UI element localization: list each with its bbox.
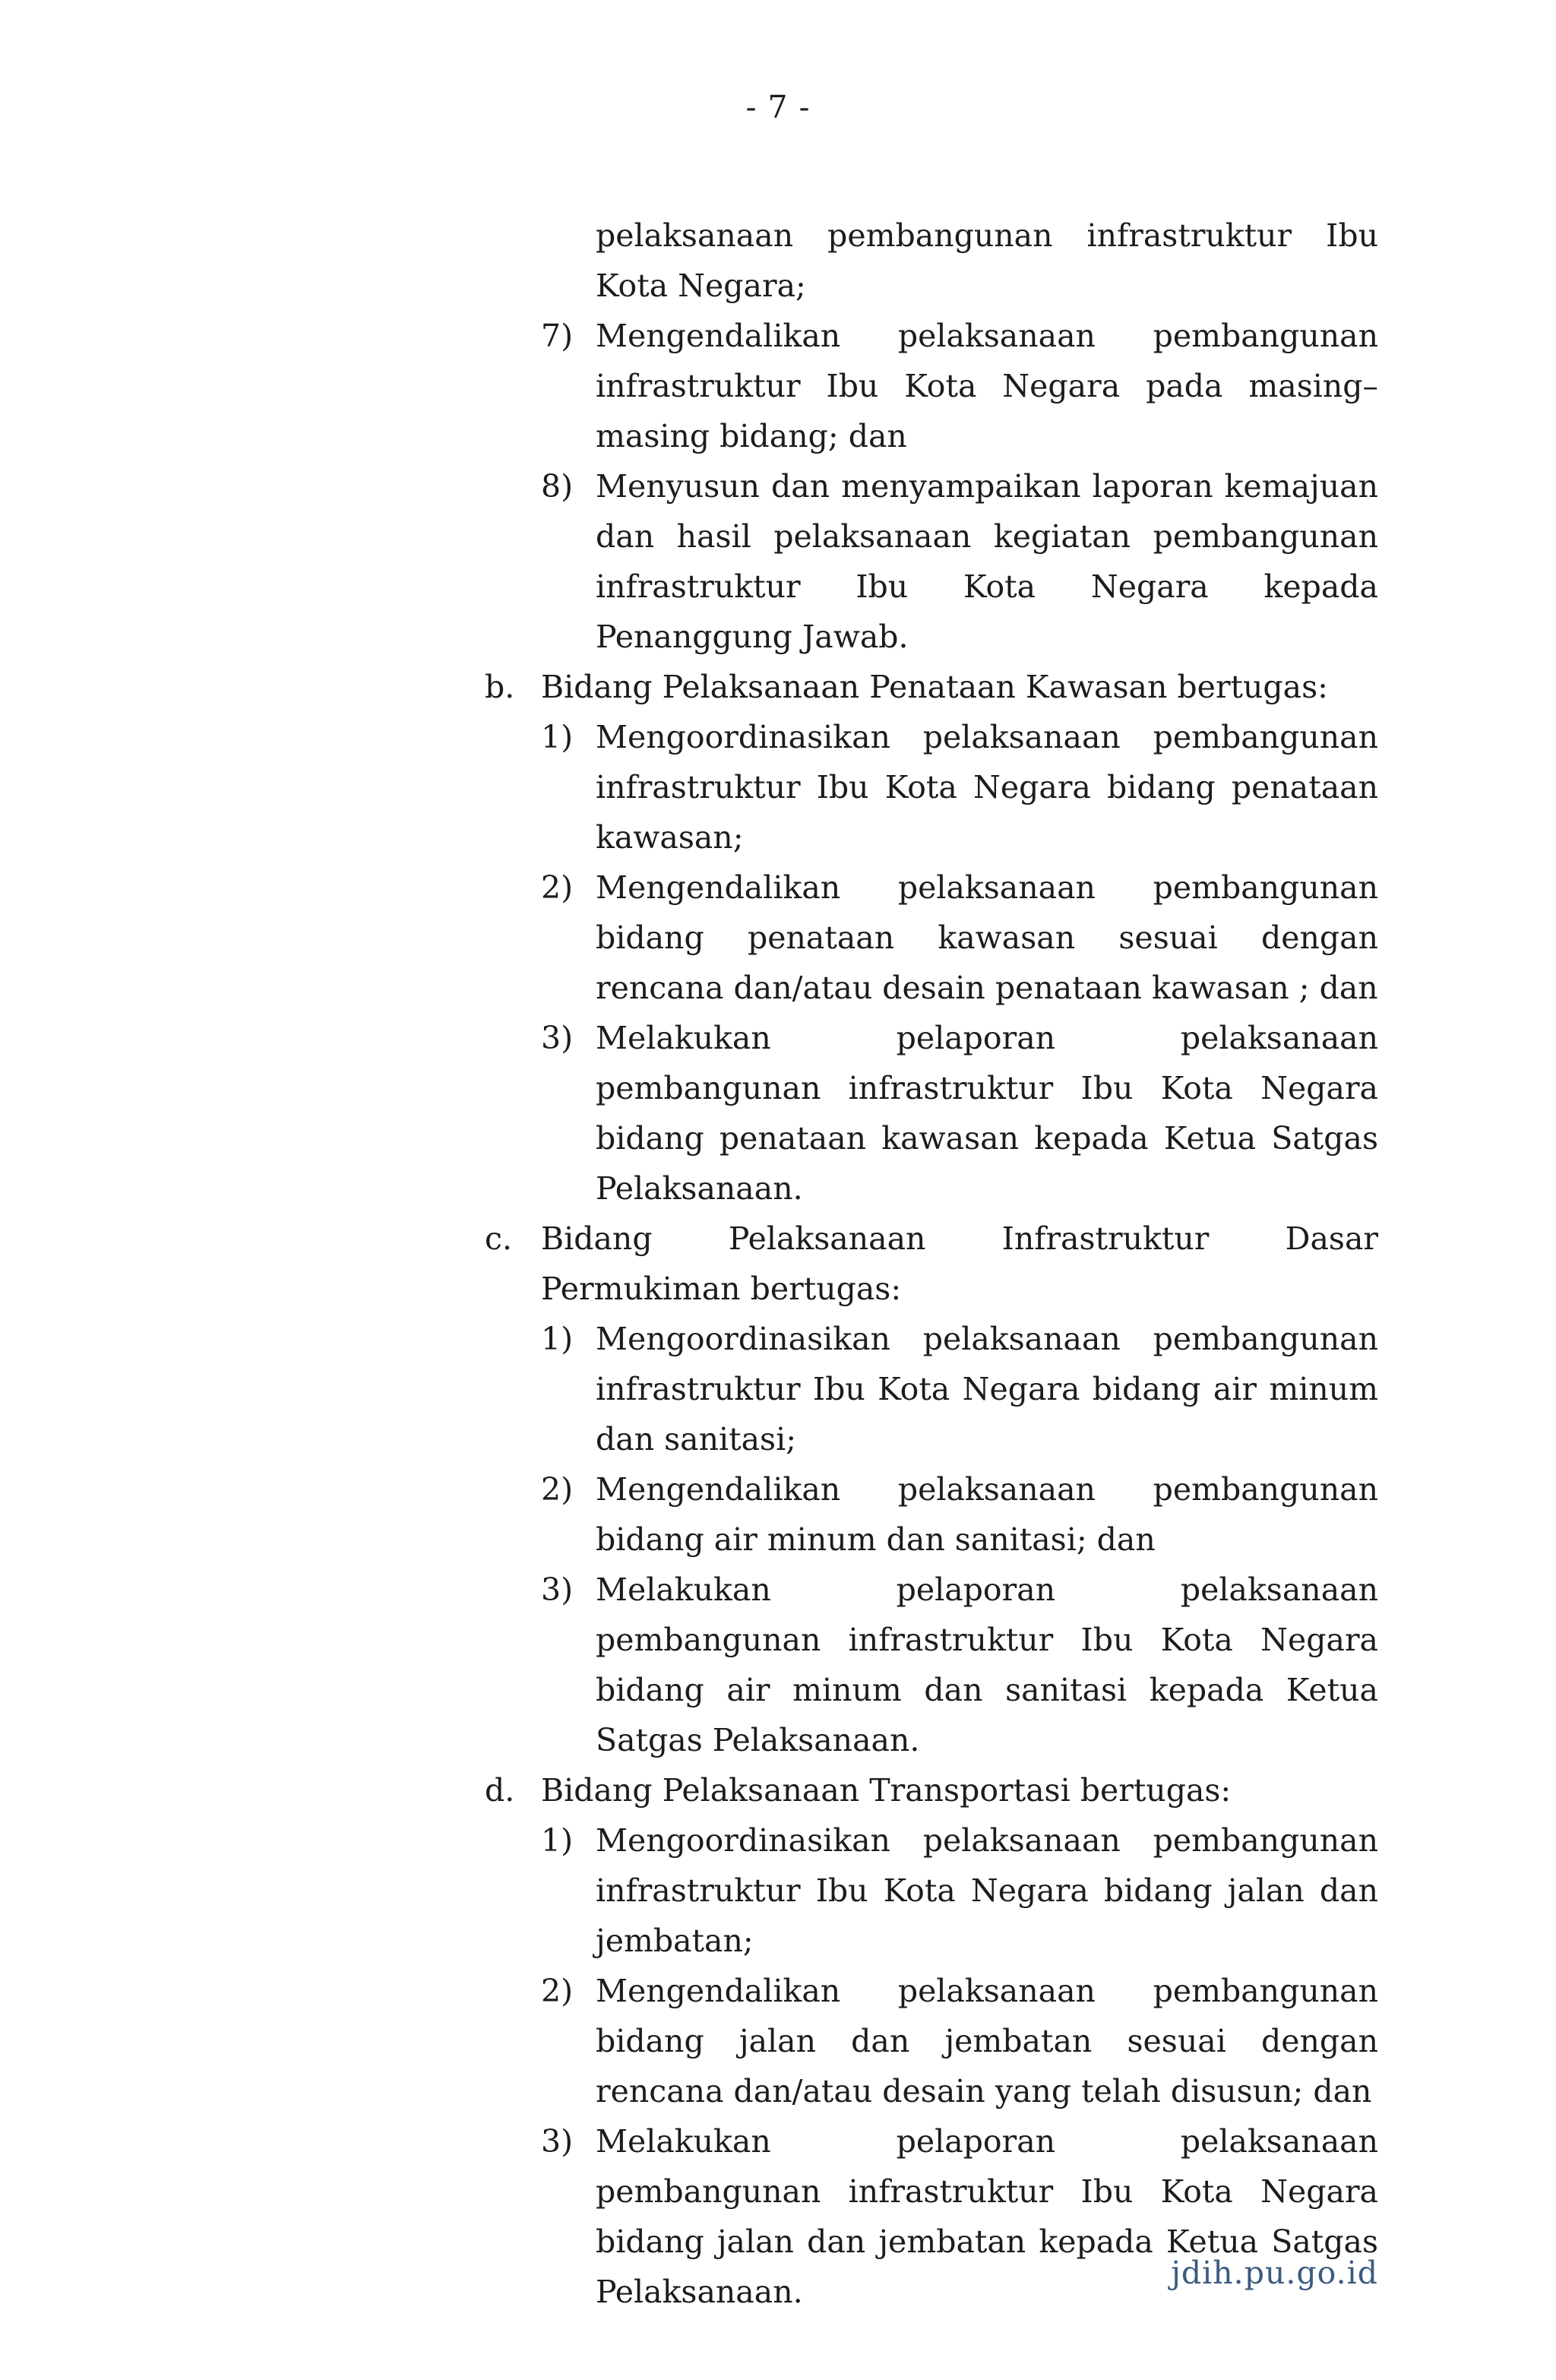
item-number: 3) (541, 2123, 574, 2160)
item-text: Mengendalikan pelaksanaan pembangunan bidang penataan kawasan sesuai dengan rencana dan/atau desain penataan kawasan ; dan (596, 869, 1378, 1006)
document-body (485, 210, 1378, 2317)
list-item (485, 712, 1378, 862)
list-item (485, 1314, 1378, 1464)
footer-watermark: jdih.pu.go.id (1171, 2255, 1378, 2291)
item-text: Melakukan pelaporan pelaksanaan pembangunan infrastruktur Ibu Kota Negara bidang penataan kawasan kepada Ketua Satgas Pelaksanaan. (596, 1020, 1378, 1207)
section-c-heading (485, 1214, 1378, 1314)
section-d-heading (485, 1765, 1378, 1815)
item-number: 1) (541, 719, 574, 755)
continuation-text: pelaksanaan pembangunan infrastruktur Ibu Kota Negara; (596, 217, 1378, 304)
item-text: Melakukan pelaporan pelaksanaan pembangunan infrastruktur Ibu Kota Negara bidang air minum dan sanitasi kepada Ketua Satgas Pelaksanaan. (596, 1571, 1378, 1758)
list-item (485, 1013, 1378, 1214)
item-number: 8) (541, 468, 574, 505)
item-number: 2) (541, 869, 574, 906)
section-letter: b. (485, 669, 515, 705)
item-text: Mengoordinasikan pelaksanaan pembangunan infrastruktur Ibu Kota Negara bidang air minum dan sanitasi; (596, 1321, 1378, 1457)
item-text: Mengoordinasikan pelaksanaan pembangunan infrastruktur Ibu Kota Negara bidang penataan kawasan; (596, 719, 1378, 856)
item-number: 3) (541, 1020, 574, 1056)
item-number: 1) (541, 1822, 574, 1859)
item-text: Melakukan pelaporan pelaksanaan pembangunan infrastruktur Ibu Kota Negara bidang jalan dan jembatan kepada Ketua Satgas Pelaksanaan. (596, 2123, 1378, 2310)
item-number: 1) (541, 1321, 574, 1357)
continuation-paragraph (485, 210, 1378, 311)
item-number: 3) (541, 1571, 574, 1608)
item-number: 2) (541, 1471, 574, 1508)
list-item (485, 862, 1378, 1013)
list-item-8 (485, 461, 1378, 662)
list-item-7 (485, 311, 1378, 461)
item-text: Mengendalikan pelaksanaan pembangunan bidang air minum dan sanitasi; dan (596, 1471, 1378, 1558)
section-letter: c. (485, 1220, 512, 1257)
list-item (485, 1966, 1378, 2116)
section-heading: Bidang Pelaksanaan Penataan Kawasan bertugas: (541, 669, 1328, 705)
item-number: 2) (541, 1973, 574, 2009)
list-item (485, 1815, 1378, 1966)
section-heading: Bidang Pelaksanaan Transportasi bertugas: (541, 1772, 1232, 1809)
section-b-heading (485, 662, 1378, 712)
section-letter: d. (485, 1772, 515, 1809)
list-item (485, 1565, 1378, 1765)
list-item (485, 1464, 1378, 1565)
section-heading: Bidang Pelaksanaan Infrastruktur Dasar Permukiman bertugas: (541, 1220, 1378, 1307)
page-number: - 7 - (745, 89, 811, 125)
item-text: Mengendalikan pelaksanaan pembangunan infrastruktur Ibu Kota Negara pada masing–masing bidang; dan (596, 318, 1378, 454)
item-text: Mengendalikan pelaksanaan pembangunan bidang jalan dan jembatan sesuai dengan rencana dan/atau desain yang telah disusun; dan (596, 1973, 1378, 2109)
item-number: 7) (541, 318, 574, 354)
item-text: Mengoordinasikan pelaksanaan pembangunan infrastruktur Ibu Kota Negara bidang jalan dan jembatan; (596, 1822, 1378, 1959)
item-text: Menyusun dan menyampaikan laporan kemajuan dan hasil pelaksanaan kegiatan pembangunan infrastruktur Ibu Kota Negara kepada Penanggung Jawab. (596, 468, 1378, 655)
